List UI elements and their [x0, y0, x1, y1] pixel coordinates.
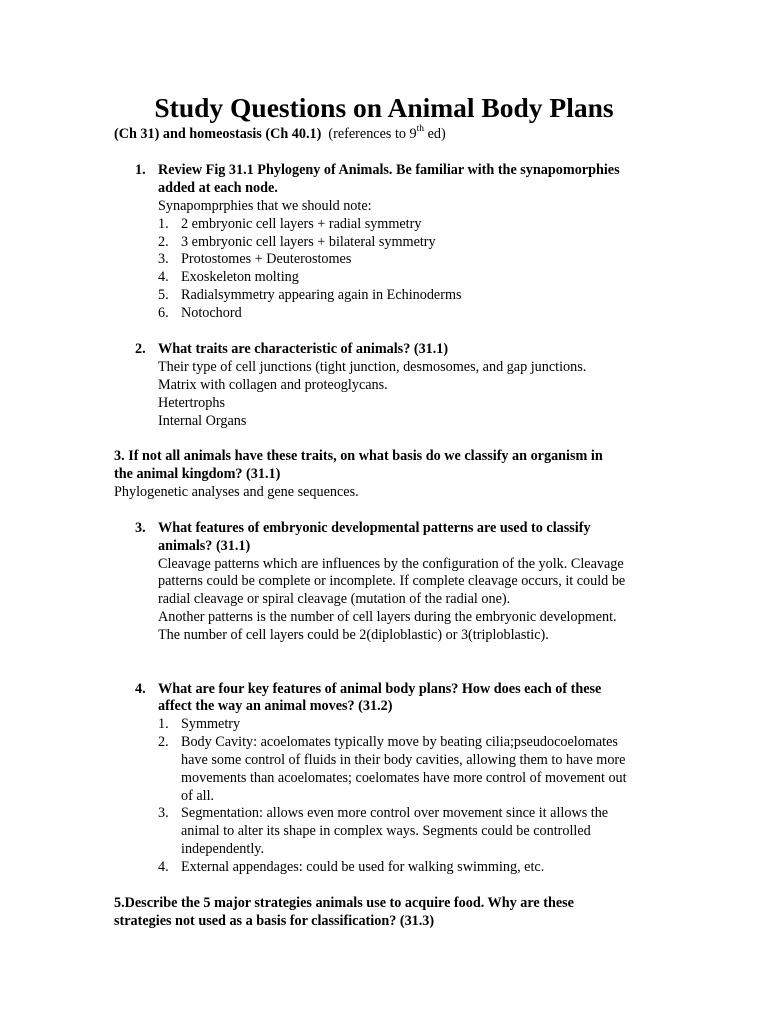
answer-line: Matrix with collagen and proteoglycans.: [158, 377, 388, 393]
list-item-number: 4.: [158, 859, 169, 875]
question-text: affect the way an animal moves? (31.2): [158, 698, 393, 714]
list-item: External appendages: could be used for walking swimming, etc.: [181, 859, 545, 875]
answer-line: Internal Organs: [158, 413, 247, 429]
answer-line: Cleavage patterns which are influences by the configuration of the yolk. Cleavage: [158, 556, 624, 572]
question-text: strategies not used as a basis for classification? (31.3): [114, 913, 435, 929]
question-number: 4.: [135, 681, 146, 697]
answer-line: Another patterns is the number of cell layers during the embryonic development.: [158, 609, 617, 625]
question-text: 5.Describe the 5 major strategies animals use to acquire food. Why are these: [114, 895, 574, 911]
list-item: independently.: [181, 841, 264, 857]
question-text: animals? (31.1): [158, 538, 251, 554]
answer-intro: Synapomprphies that we should note:: [158, 198, 372, 214]
answer-line: The number of cell layers could be 2(diploblastic) or 3(triploblastic).: [158, 627, 549, 643]
page-subtitle: [114, 126, 446, 144]
question-text: What are four key features of animal body plans? How does each of these: [158, 681, 602, 697]
list-item: Radialsymmetry appearing again in Echinoderms: [181, 287, 462, 303]
list-item-number: 3.: [158, 805, 169, 821]
list-item: Segmentation: allows even more control over movement since it allows the: [181, 805, 609, 821]
list-item: 2 embryonic cell layers + radial symmetry: [181, 216, 422, 232]
answer-line: radial cleavage or spiral cleavage (mutation of the radial one).: [158, 591, 511, 607]
subtitle-chapters: (Ch 31) and homeostasis (Ch 40.1): [114, 126, 322, 142]
answer-line: Phylogenetic analyses and gene sequences.: [114, 484, 359, 500]
list-item-number: 2.: [158, 734, 169, 750]
question-number: 1.: [135, 162, 146, 178]
answer-line: Hetertrophs: [158, 395, 225, 411]
page-title: Study Questions on Animal Body Plans: [154, 92, 614, 123]
list-item-number: 6.: [158, 305, 169, 321]
list-item-number: 2.: [158, 234, 169, 250]
list-item: animal to alter its shape in complex ways. Segments could be controlled: [181, 823, 591, 839]
list-item-number: 5.: [158, 287, 169, 303]
list-item: of all.: [181, 788, 215, 804]
question-text: 3. If not all animals have these traits, on what basis do we classify an organism in: [114, 448, 603, 464]
question-text: added at each node.: [158, 180, 278, 196]
list-item: Symmetry: [181, 716, 241, 732]
list-item: movements than acoelomates; coelomates have more control of movement out: [181, 770, 627, 786]
question-number: 3.: [135, 520, 146, 536]
question-text: the animal kingdom? (31.1): [114, 466, 281, 482]
list-item-number: 3.: [158, 251, 169, 267]
list-item: Protostomes + Deuterostomes: [181, 251, 352, 267]
list-item-number: 1.: [158, 216, 169, 232]
question-text: Review Fig 31.1 Phylogeny of Animals. Be familiar with the synapomorphies: [158, 162, 620, 178]
answer-line: Their type of cell junctions (tight junction, desmosomes, and gap junctions.: [158, 359, 587, 375]
answer-line: patterns could be complete or incomplete. If complete cleavage occurs, it could be: [158, 573, 626, 589]
list-item: Body Cavity: acoelomates typically move by beating cilia;pseudocoelomates: [181, 734, 618, 750]
list-item: Exoskeleton molting: [181, 269, 299, 285]
subtitle-reference: (references to 9th ed): [328, 124, 446, 142]
question-text: What traits are characteristic of animals? (31.1): [158, 341, 449, 357]
list-item: have some control of fluids in their body cavities, allowing them to have more: [181, 752, 626, 768]
list-item-number: 1.: [158, 716, 169, 732]
list-item-number: 4.: [158, 269, 169, 285]
list-item: Notochord: [181, 305, 242, 321]
question-number: 2.: [135, 341, 146, 357]
list-item: 3 embryonic cell layers + bilateral symmetry: [181, 234, 436, 250]
question-text: What features of embryonic developmental patterns are used to classify: [158, 520, 591, 536]
